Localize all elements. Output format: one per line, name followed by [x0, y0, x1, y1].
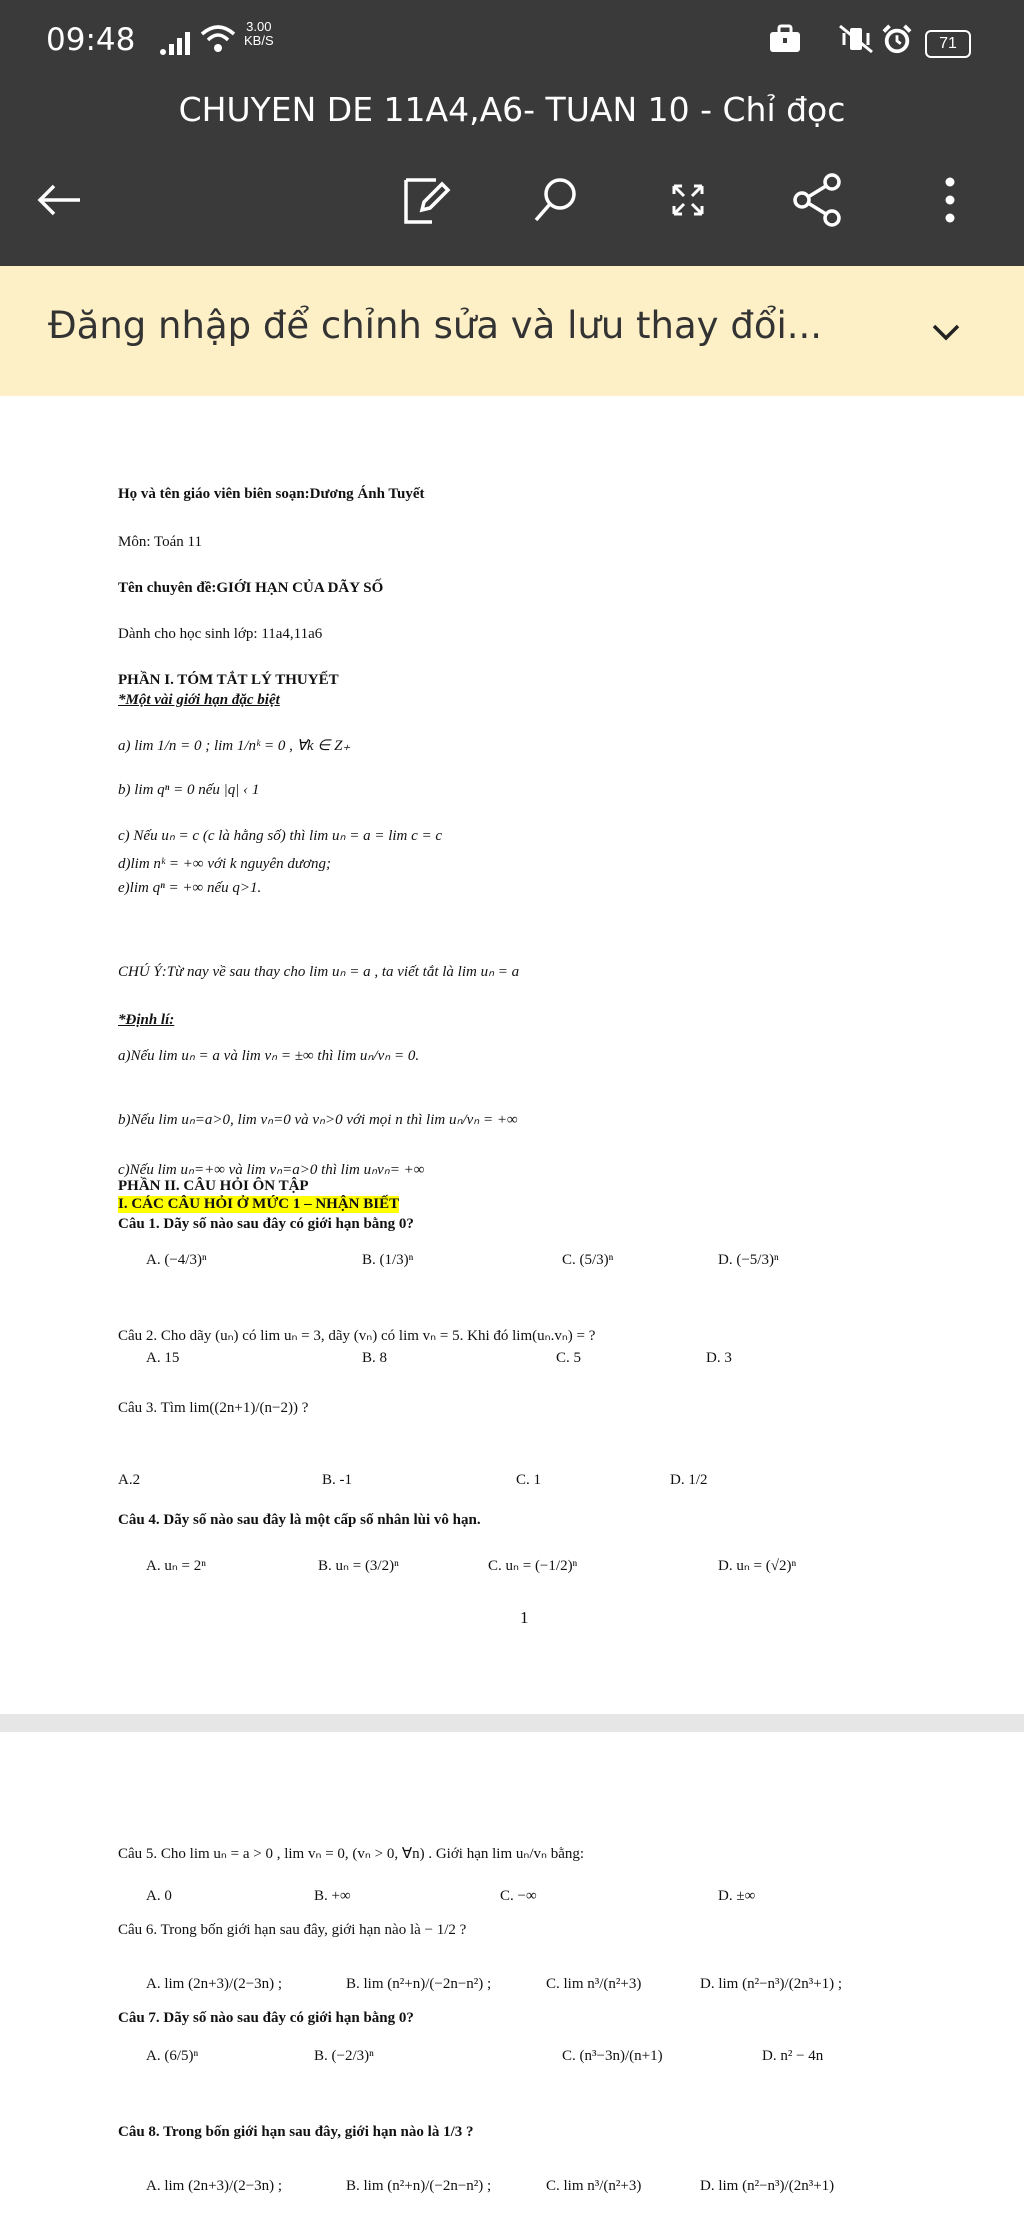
author-line: Họ và tên giáo viên biên soạn:Dương Ánh Tuyết [118, 486, 425, 502]
back-arrow-icon[interactable] [28, 168, 92, 232]
document-page-2 [0, 1732, 1024, 2217]
option-c: C. (n³−3n)/(n+1) [562, 2048, 663, 2064]
option-a: A. lim (2n+3)/(2−3n) ; [146, 2178, 283, 2194]
option-d: D. uₙ = (√2)ⁿ [718, 1558, 797, 1574]
formula-line: c) Nếu uₙ = c (c là hằng số) thì lim uₙ = a = lim c = c [118, 828, 443, 844]
option-a: A. 0 [146, 1888, 172, 1904]
formula-line: e)lim qⁿ = +∞ nếu q>1. [118, 880, 262, 896]
option-a: A.2 [118, 1472, 141, 1488]
document-page-1 [0, 396, 1024, 1714]
subsection-heading: *Định lí: [118, 1012, 175, 1028]
option-d: D. 3 [706, 1350, 732, 1366]
vibrate-icon [838, 24, 874, 54]
option-d: D. lim (n²−n³)/(2n³+1) ; [700, 1976, 843, 1992]
formula-line: a) lim 1/n = 0 ; lim 1/nᵏ = 0 , ∀k ∈ Z₊ [118, 738, 351, 754]
status-bar [0, 0, 1024, 76]
option-d: D. (−5/3)ⁿ [718, 1252, 779, 1268]
option-a: A. uₙ = 2ⁿ [146, 1558, 206, 1574]
option-b: B. (1/3)ⁿ [362, 1252, 414, 1268]
question-1: Câu 1. Dãy số nào sau đây có giới hạn bằng 0? [118, 1216, 414, 1232]
option-b: B. lim (n²+n)/(−2n−n²) ; [346, 2178, 492, 2194]
option-b: B. (−2/3)ⁿ [314, 2048, 374, 2064]
briefcase-icon [768, 24, 802, 54]
question-7: Câu 7. Dãy số nào sau đây có giới hạn bằng 0? [118, 2010, 414, 2026]
formula-line: b) lim qⁿ = 0 nếu |q| ‹ 1 [118, 782, 260, 798]
note-line: CHÚ Ý:Từ nay về sau thay cho lim uₙ = a , ta viết tắt là lim uₙ = a [118, 964, 520, 980]
subject-line: Môn: Toán 11 [118, 534, 202, 550]
banner-text: Đăng nhập để chỉnh sửa và lưu thay đổi... [48, 304, 823, 347]
page-number: 1 [520, 1608, 529, 1627]
question-3: Câu 3. Tìm lim((2n+1)/(n−2)) ? [118, 1400, 309, 1416]
question-6: Câu 6. Trong bốn giới hạn sau đây, giới hạn nào là − 1/2 ? [118, 1922, 467, 1938]
option-c: C. (5/3)ⁿ [562, 1252, 614, 1268]
option-c: C. −∞ [500, 1888, 537, 1904]
theorem-line: c)Nếu lim uₙ=+∞ và lim vₙ=a>0 thì lim uₙvₙ= +∞ [118, 1162, 425, 1178]
option-a: A. (6/5)ⁿ [146, 2048, 199, 2064]
option-d: D. lim (n²−n³)/(2n³+1) [700, 2178, 835, 2194]
theorem-line: a)Nếu lim uₙ = a và lim vₙ = ±∞ thì lim uₙ/vₙ = 0. [118, 1048, 420, 1064]
status-time: 09:48 [46, 22, 136, 58]
option-d: D. 1/2 [670, 1472, 708, 1488]
battery-icon: 71 [925, 30, 971, 58]
option-b: B. +∞ [314, 1888, 351, 1904]
alarm-icon [880, 24, 914, 54]
level-heading: I. CÁC CÂU HỎI Ở MỨC 1 – NHẬN BIẾT [118, 1196, 400, 1212]
option-b: B. uₙ = (3/2)ⁿ [318, 1558, 399, 1574]
option-b: B. -1 [322, 1472, 352, 1488]
option-c: C. lim n³/(n²+3) [546, 2178, 642, 2194]
option-a: A. 15 [146, 1350, 180, 1366]
topic-line: Tên chuyên đề:GIỚI HẠN CỦA DÃY SỐ [118, 580, 384, 596]
signal-icon [160, 30, 196, 56]
formula-line: d)lim nᵏ = +∞ với k nguyên dương; [118, 856, 332, 872]
more-options-icon[interactable] [918, 168, 982, 232]
option-d: D. n² − 4n [762, 2048, 824, 2064]
option-c: C. uₙ = (−1/2)ⁿ [488, 1558, 578, 1574]
question-8: Câu 8. Trong bốn giới hạn sau đây, giới hạn nào là 1/3 ? [118, 2124, 474, 2140]
option-b: B. 8 [362, 1350, 388, 1366]
document-title: CHUYEN DE 11A4,A6- TUAN 10 - Chỉ đọc [178, 90, 846, 129]
share-icon[interactable] [786, 168, 850, 232]
option-d: D. ±∞ [718, 1888, 756, 1904]
option-c: C. lim n³/(n²+3) [546, 1976, 642, 1992]
edit-icon[interactable] [392, 168, 456, 232]
net-speed: 3.00 KB/S [244, 19, 274, 48]
sign-in-banner[interactable] [0, 266, 1024, 396]
theorem-line: b)Nếu lim uₙ=a>0, lim vₙ=0 và vₙ>0 với mọi n thì lim uₙ/vₙ = +∞ [118, 1112, 518, 1128]
question-5: Câu 5. Cho lim uₙ = a > 0 , lim vₙ = 0, (vₙ > 0, ∀n) . Giới hạn lim uₙ/vₙ bằng: [118, 1846, 585, 1862]
search-icon[interactable] [524, 168, 588, 232]
option-c: C. 5 [556, 1350, 582, 1366]
toolbar [0, 76, 1024, 266]
question-2: Câu 2. Cho dãy (uₙ) có lim uₙ = 3, dãy (vₙ) có lim vₙ = 5. Khi đó lim(uₙ.vₙ) = ? [118, 1328, 596, 1344]
subsection-heading: *Một vài giới hạn đặc biệt [118, 692, 280, 708]
class-line: Dành cho học sinh lớp: 11a4,11a6 [118, 626, 323, 642]
fullscreen-icon[interactable] [656, 168, 720, 232]
option-b: B. lim (n²+n)/(−2n−n²) ; [346, 1976, 492, 1992]
option-a: A. (−4/3)ⁿ [146, 1252, 207, 1268]
option-a: A. lim (2n+3)/(2−3n) ; [146, 1976, 283, 1992]
chevron-down-icon[interactable] [926, 312, 966, 352]
section-heading: PHẦN I. TÓM TẮT LÝ THUYẾT [118, 672, 339, 688]
section-heading: PHẦN II. CÂU HỎI ÔN TẬP [118, 1178, 309, 1194]
option-c: C. 1 [516, 1472, 542, 1488]
question-4: Câu 4. Dãy số nào sau đây là một cấp số nhân lùi vô hạn. [118, 1512, 481, 1528]
wifi-icon [200, 24, 236, 54]
